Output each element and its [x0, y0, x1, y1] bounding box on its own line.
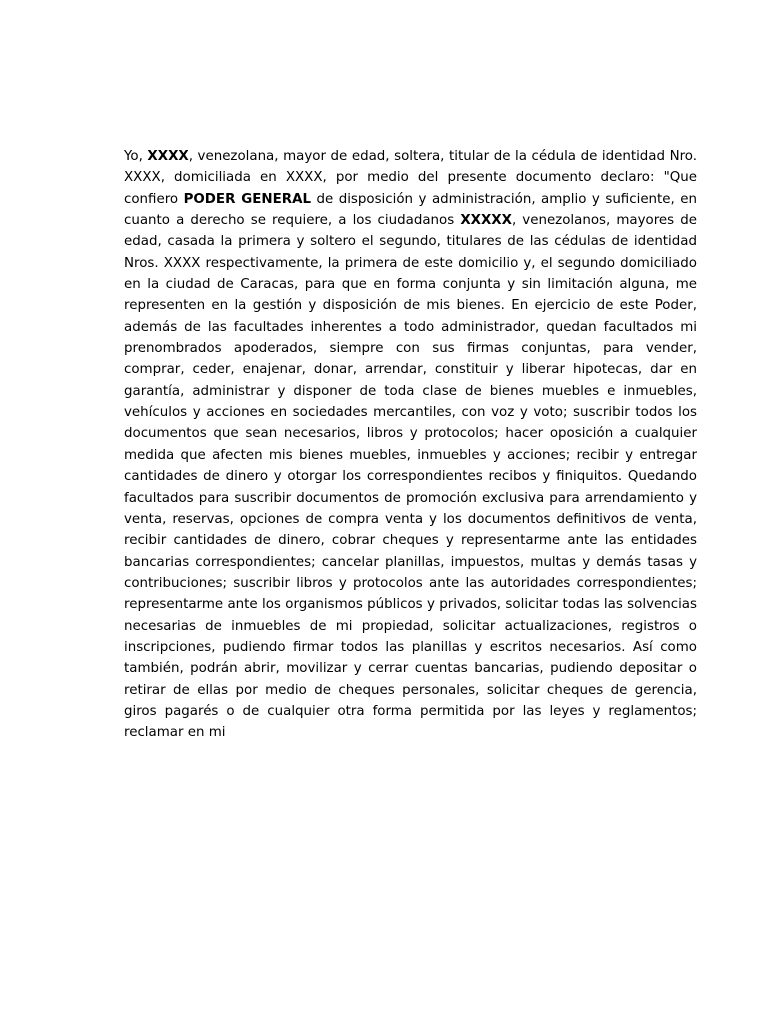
text-run: Yo,: [124, 149, 148, 164]
power-of-attorney-paragraph: [124, 146, 697, 744]
text-run: de disposición y administración, amplio y suficiente, en cuanto a derecho se requiere, a los ciudadanos: [124, 191, 698, 229]
text-run: , venezolanos, mayores de edad, casada la primera y soltero el segundo, titulares de las cédulas de identidad Nros. XXXX respectivamente, la primera de este domicilio y, el segundo domiciliado en la ciudad de Caracas, para que en forma conjunta y sin limitación alguna, me representen en la gestión y disposición de mis bienes. En ejercicio de este Poder, además de las facultades inherentes a todo administrador, quedan facultados mi prenombrados apoderados, siempre con sus firmas conjuntas, para vender, comprar, ceder, enajenar, donar, arrendar, constituir y liberar hipotecas, dar en garantía, administrar y disponer de toda clase de bienes muebles e inmuebles, vehículos y acciones en sociedades mercantiles, con voz y voto; suscribir todos los documentos que sean necesarios, libros y protocolos; hacer oposición a cualquier medida que afecten mis bienes muebles, inmuebles y acciones; recibir y entregar cantidades de dinero y otorgar los correspondientes recibos y finiquitos. Quedando facultados para suscribir documentos de promoción exclusiva para arrendamiento y venta, reservas, opciones de compra venta y los documentos definitivos de venta, recibir cantidades de dinero, cobrar cheques y representarme ante las entidades bancarias correspondientes; cancelar planillas, impuestos, multas y demás tasas y contribuciones; suscribir libros y protocolos ante las autoridades correspondientes; representarme ante los organismos públicos y privados, solicitar todas las solvencias necesarias de inmuebles de mi propiedad, solicitar actualizaciones, registros o inscripciones, pudiendo firmar todos las planillas y escritos necesarios. Así como también, podrán abrir, movilizar y cerrar cuentas bancarias, pudiendo depositar o retirar de ellas por medio de cheques personales, solicitar cheques de gerencia, giros pagarés o de cualquier otra forma permitida por las leyes y reglamentos; reclamar en mi: [124, 213, 697, 741]
poder-general-heading: PODER GENERAL: [183, 191, 311, 207]
attorneys-name-placeholder: XXXXX: [460, 213, 512, 229]
text-run: , venezolana, mayor de edad, soltera, titular de la cédula de identidad Nro. XXXX, domiciliada en XXXX, por medio del presente documento declaro: "Que confiero: [124, 149, 698, 207]
grantor-name-placeholder: XXXX: [147, 149, 189, 164]
